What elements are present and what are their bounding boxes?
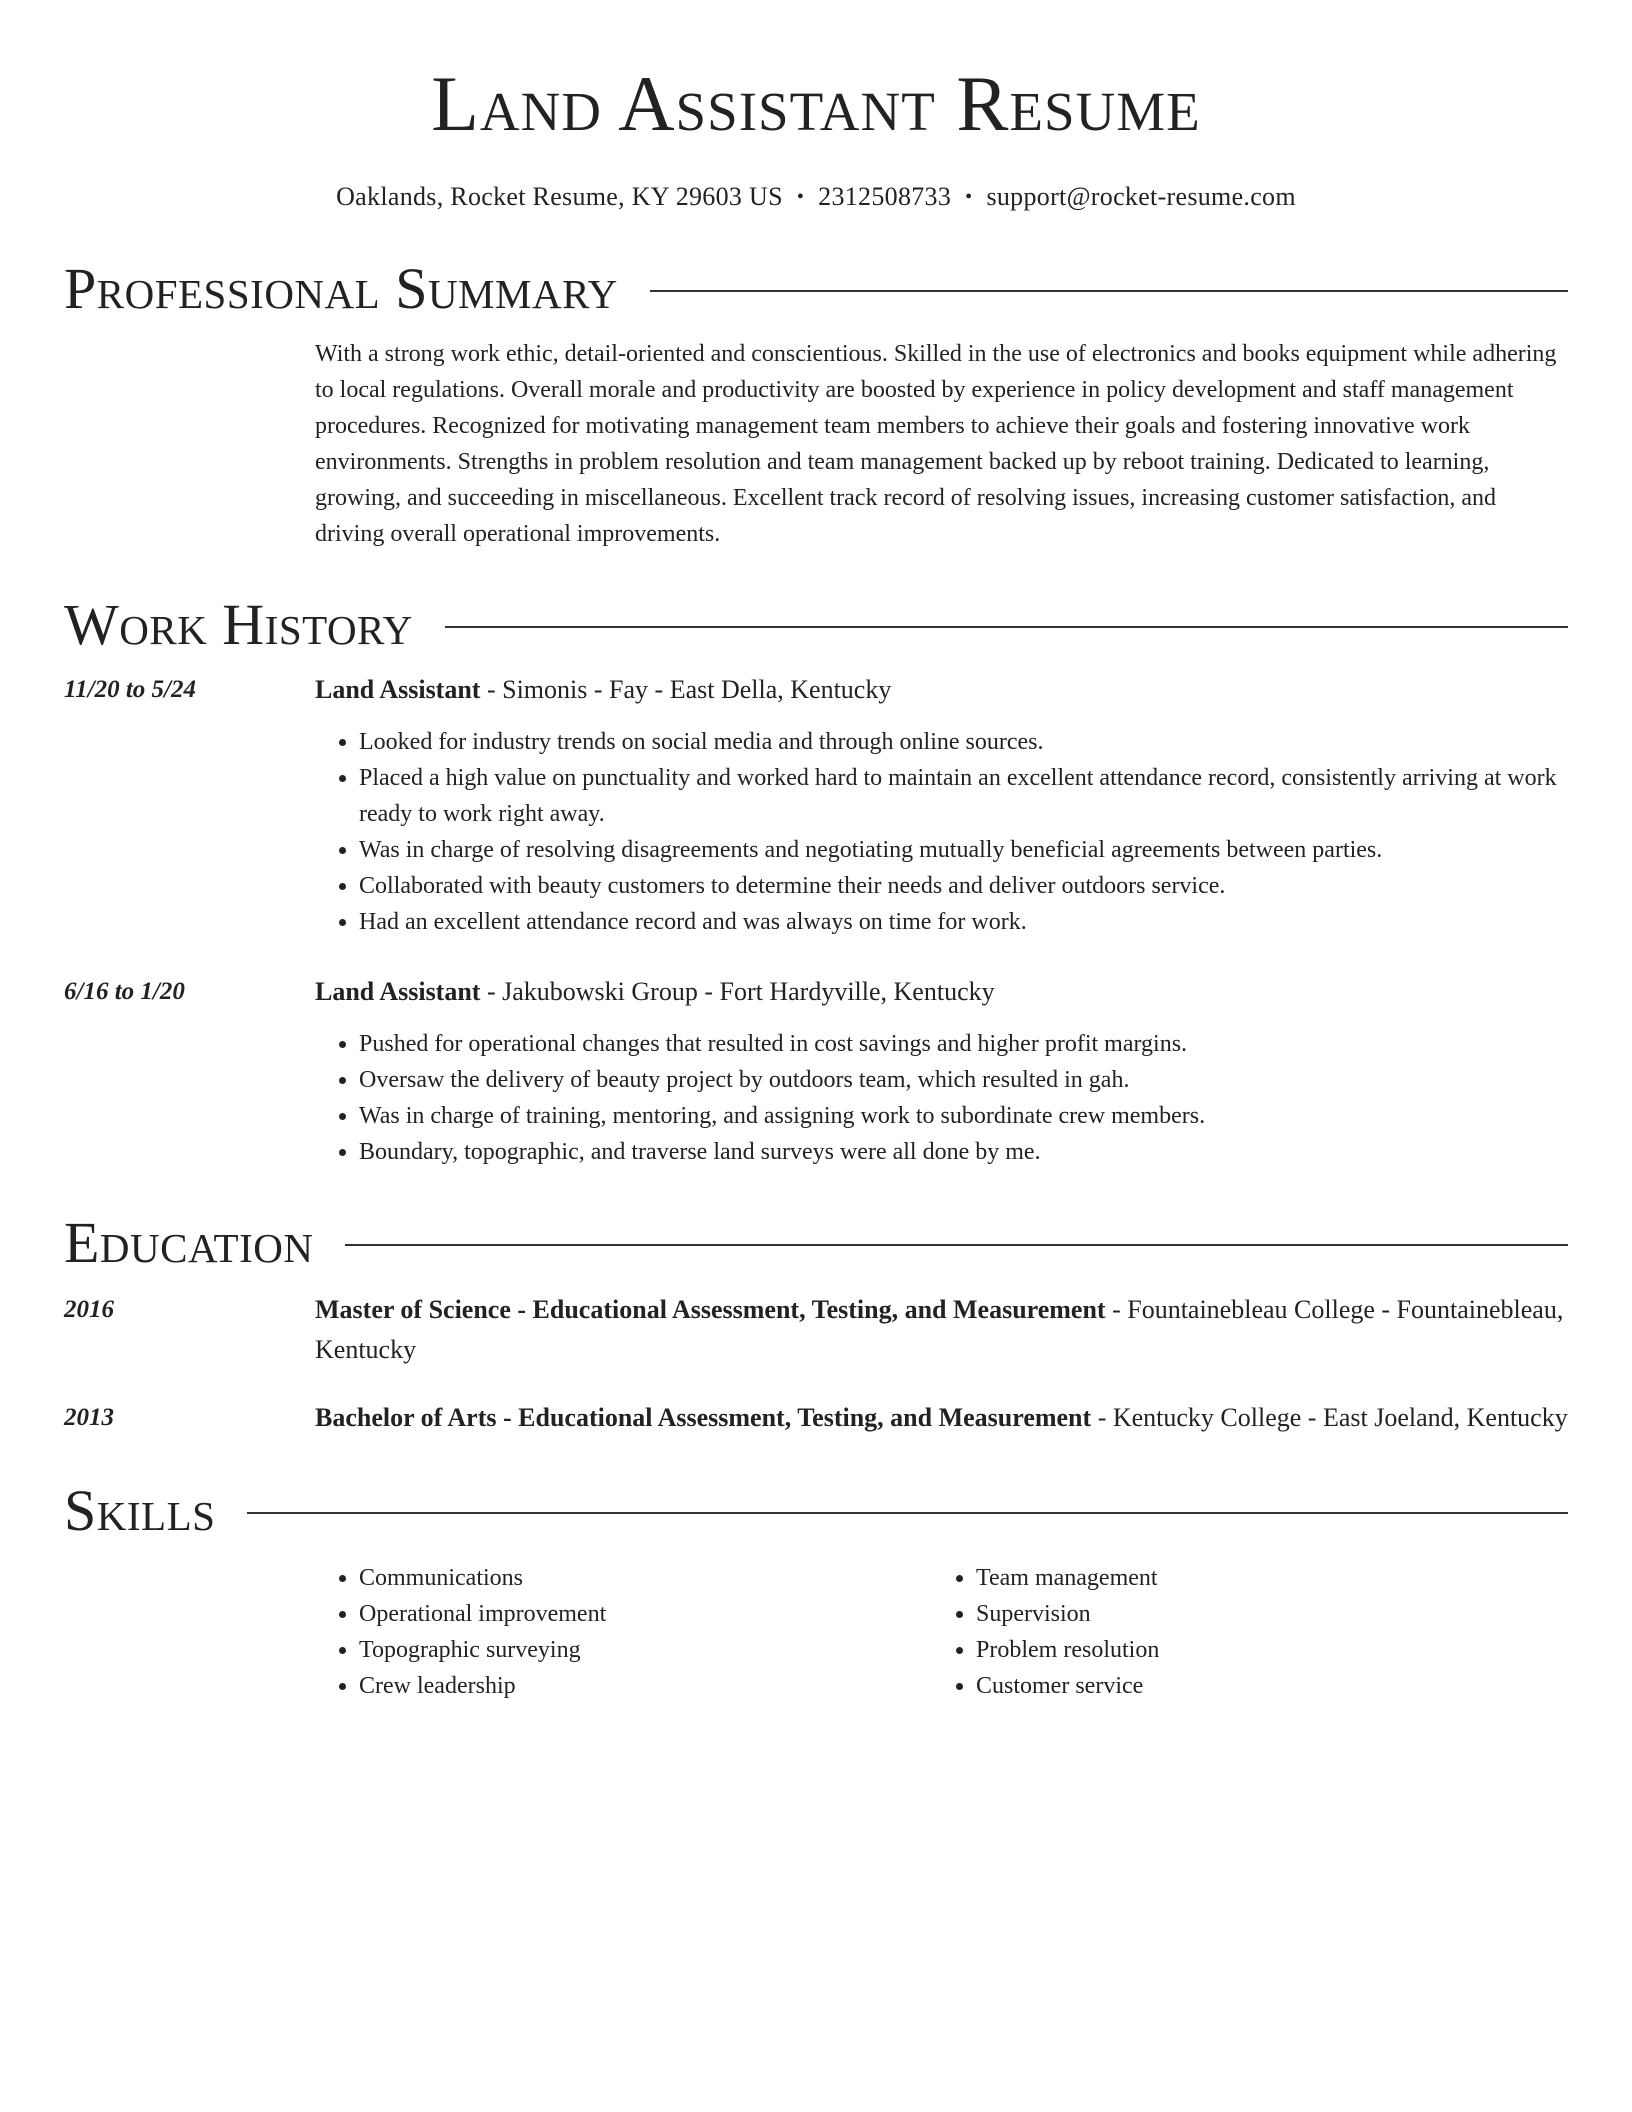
skills-column-right — [932, 1560, 1159, 1704]
list-item: • Placed a high value on punctuality and worked hard to maintain an excellent attendance record, consistently arriving at work ready to work right away. — [359, 760, 1568, 832]
contact-separator: • — [796, 186, 805, 208]
work-entry-body — [315, 972, 1568, 1170]
list-item: • Was in charge of resolving disagreements and negotiating mutually beneficial agreements between parties. — [359, 832, 1568, 868]
education-entry-body — [315, 1290, 1568, 1370]
education-school: - Kentucky College - East Joeland, Kentucky — [1091, 1403, 1568, 1432]
list-item: • Was in charge of training, mentoring, and assigning work to subordinate crew members. — [359, 1098, 1568, 1134]
job-heading — [315, 972, 1568, 1012]
summary-text: With a strong work ethic, detail-oriented and conscientious. Skilled in the use of electronics and books equipment while adhering to local regulations. Overall morale and productivity are boosted by experience in policy development and staff management procedures. Recognized for motivating management team members to achieve their goals and fostering innovative work environments. Strengths in problem resolution and team management backed up by reboot training. Dedicated to learning, growing, and succeeding in miscellaneous. Excellent track record of resolving issues, increasing customer satisfaction, and driving overall operational improvements. — [315, 341, 1557, 547]
job-title: Land Assistant — [315, 675, 481, 704]
education-degree: Master of Science - Educational Assessment, Testing, and Measurement — [315, 1295, 1106, 1324]
education-degree: Bachelor of Arts - Educational Assessment, Testing, and Measurement — [315, 1403, 1092, 1432]
section-divider — [650, 290, 1568, 292]
education-school: - Fountainebleau College - Fountainebleau, Kentucky — [315, 1295, 1564, 1364]
section-divider — [345, 1244, 1568, 1246]
job-title: Land Assistant — [315, 977, 481, 1006]
skill-item: • Topographic surveying — [359, 1632, 932, 1668]
section-divider — [247, 1512, 1568, 1514]
skills-list — [315, 1560, 1568, 1704]
resume-page — [64, 0, 1568, 1704]
work-entry-body — [315, 670, 1568, 940]
skill-item: • Team management — [976, 1560, 1159, 1596]
list-item: • Collaborated with beauty customers to determine their needs and deliver outdoors service. — [359, 868, 1568, 904]
education-entry — [64, 1290, 1568, 1370]
job-duties — [315, 724, 1568, 940]
list-item: • Boundary, topographic, and traverse land surveys were all done by me. — [359, 1134, 1568, 1170]
job-heading — [315, 670, 1568, 710]
skill-item: • Communications — [359, 1560, 932, 1596]
list-item: • Had an excellent attendance record and was always on time for work. — [359, 904, 1568, 940]
skill-item: • Customer service — [976, 1668, 1159, 1704]
work-dates: 11/20 to 5/24 — [64, 676, 196, 703]
work-section-header — [64, 594, 1568, 656]
resume-title: Land Assistant Resume — [431, 60, 1201, 147]
job-employer: - Simonis - Fay - East Della, Kentucky — [480, 675, 892, 704]
education-year: 2013 — [64, 1404, 114, 1431]
summary-heading: Professional Summary — [64, 256, 618, 321]
contact-address: Oaklands, Rocket Resume, KY 29603 US — [336, 182, 783, 211]
work-dates: 6/16 to 1/20 — [64, 978, 185, 1005]
section-divider — [445, 626, 1568, 628]
education-entry-body — [315, 1398, 1568, 1438]
contact-line — [64, 180, 1568, 216]
list-item: • Looked for industry trends on social media and through online sources. — [359, 724, 1568, 760]
list-item: • Oversaw the delivery of beauty project by outdoors team, which resulted in gah. — [359, 1062, 1568, 1098]
education-entry — [64, 1398, 1568, 1438]
skill-item: • Operational improvement — [359, 1596, 932, 1632]
contact-phone: 2312508733 — [818, 182, 952, 211]
skills-section-header — [64, 1480, 1568, 1542]
education-year: 2016 — [64, 1296, 114, 1323]
education-section-header — [64, 1212, 1568, 1274]
skill-item: • Crew leadership — [359, 1668, 932, 1704]
education-heading: Education — [64, 1210, 314, 1275]
job-employer: - Jakubowski Group - Fort Hardyville, Kentucky — [480, 977, 995, 1006]
skills-heading: Skills — [64, 1478, 216, 1543]
work-entry — [64, 670, 1568, 940]
work-heading: Work History — [64, 592, 413, 657]
job-duties — [315, 1026, 1568, 1170]
list-item: • Pushed for operational changes that resulted in cost savings and higher profit margins. — [359, 1026, 1568, 1062]
contact-separator: • — [965, 186, 973, 208]
skill-item: • Supervision — [976, 1596, 1159, 1632]
skills-column-left — [315, 1560, 932, 1704]
work-entry — [64, 972, 1568, 1170]
skill-item: • Problem resolution — [976, 1632, 1159, 1668]
summary-section-header — [64, 258, 1568, 320]
contact-email: support@rocket-resume.com — [986, 182, 1296, 211]
